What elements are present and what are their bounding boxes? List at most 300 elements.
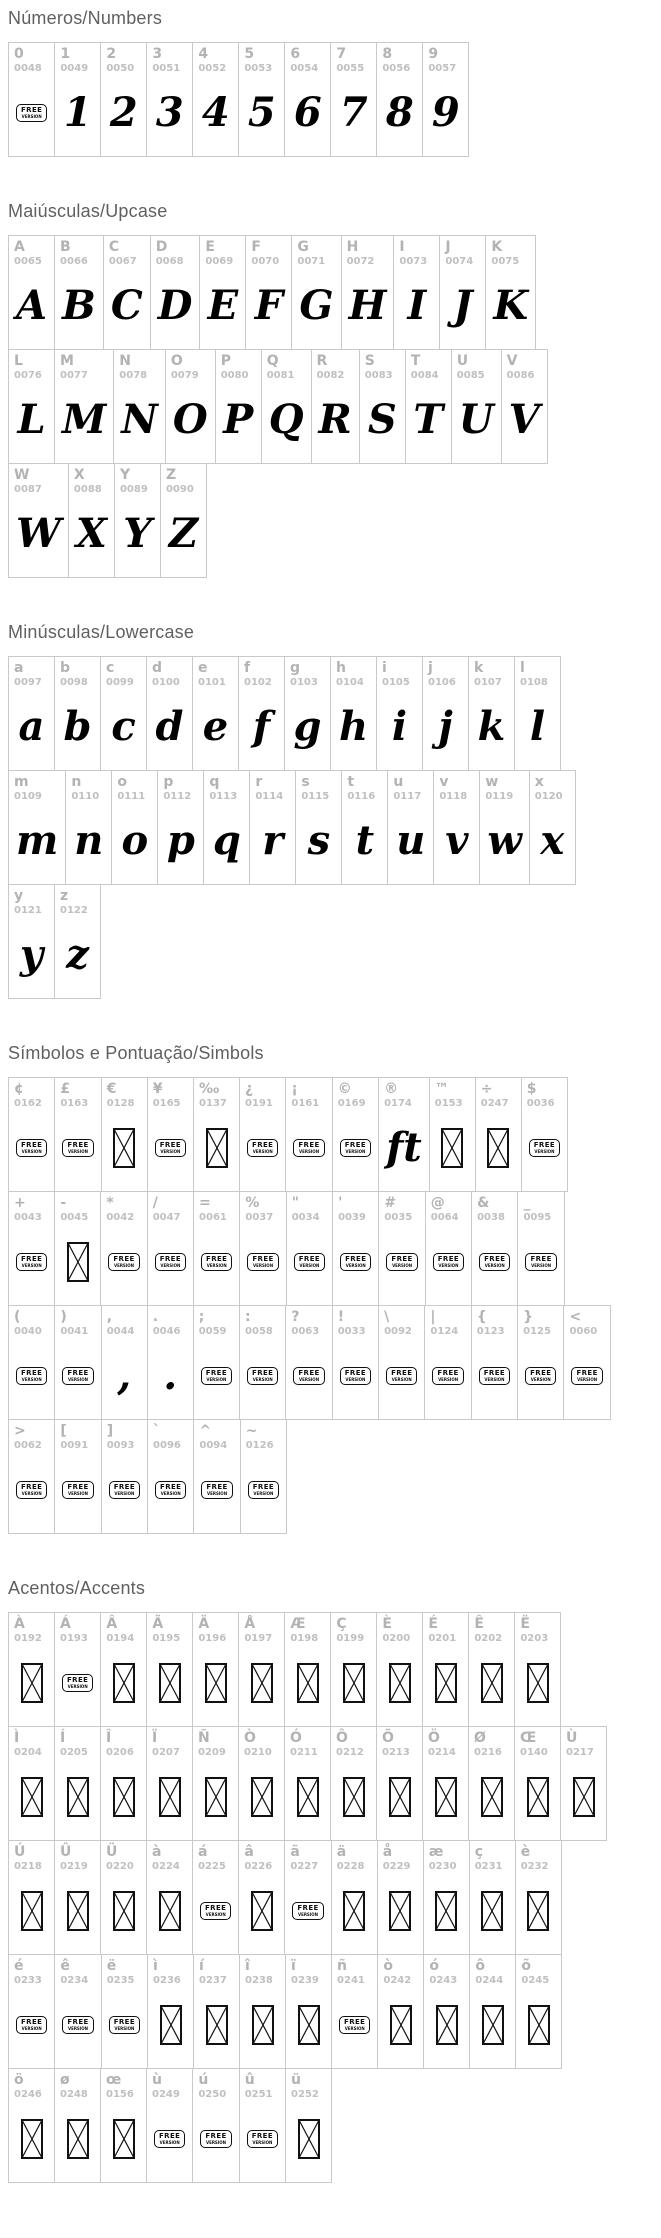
character-label: ¿ [245,1081,254,1097]
character-code: 0107 [474,677,502,689]
character-label: Ç [336,1616,347,1632]
character-label: æ [428,1844,444,1860]
character-code: 0122 [60,905,88,917]
section-title-upcase: Maiúsculas/Upcase [8,201,168,221]
glyph-cell [529,770,576,885]
glyph-cell [429,1077,476,1192]
character-label: 4 [198,46,209,62]
character-code: 0049 [60,63,89,75]
glyph-cell [192,2068,239,2183]
character-label: , [106,1309,113,1325]
glyph-cell [8,1840,55,1955]
glyph-cell [330,42,377,157]
glyph-area [338,1338,373,1414]
glyph-cell [8,1077,55,1192]
character-code: 0108 [520,677,548,689]
glyph-area [520,1645,555,1721]
free-version-badge [16,1481,47,1498]
character-code: 0248 [60,2089,88,2101]
free-version-badge [62,1139,93,1156]
glyph-cell [100,1191,147,1306]
glyph-area [198,1645,233,1721]
glyph-cell [54,1612,101,1727]
free-version-badge [155,1139,186,1156]
free-badge-text: FREE [205,2132,227,2141]
glyph-area [428,1645,463,1721]
character-code: 0234 [60,1975,89,1987]
glyph-area [474,689,509,765]
glyph-area [245,2101,280,2177]
glyph-cell [146,1726,193,1841]
version-badge-text: VERSION [21,1149,42,1155]
character-code: 0075 [491,256,520,268]
glyph-cell [8,2068,55,2183]
glyph-area [475,1873,510,1949]
glyph-area [74,496,109,572]
character-label: N [119,353,131,369]
character-code: 0058 [245,1326,273,1338]
font-glyph: 9 [431,89,460,137]
glyph-area [523,1338,558,1414]
version-badge-text: VERSION [114,2026,135,2032]
character-code: 0037 [245,1212,274,1224]
missing-glyph-box [21,1891,43,1931]
glyph-cell [54,1305,101,1420]
glyph-cell [341,770,388,885]
glyph-map-page [8,8,661,2183]
font-glyph: l [529,703,546,751]
missing-glyph-box [298,2005,320,2045]
character-label: â [244,1844,254,1860]
free-version-badge [108,1253,139,1270]
character-label: L [14,353,23,369]
glyph-area [337,1873,372,1949]
glyph-area [117,803,152,879]
character-label: É [428,1616,438,1632]
character-label: E [205,239,215,255]
glyph-cell [238,1726,285,1841]
glyph-cell [521,1077,568,1192]
free-badge-text: FREE [21,2018,43,2027]
free-badge-text: FREE [576,1369,598,1378]
free-badge-text: FREE [437,1255,460,1264]
version-badge-text: VERSION [206,1263,227,1269]
glyph-cell [424,1305,471,1420]
free-badge-text: FREE [252,1255,274,1264]
free-badge-text: FREE [344,2018,366,2027]
font-glyph: 1 [63,89,92,137]
character-code: 0102 [244,677,272,689]
character-label: Í [60,1730,66,1746]
character-code: 0099 [106,677,134,689]
glyph-area [383,1987,418,2063]
glyph-area [171,382,210,458]
free-badge-text: FREE [206,1255,228,1264]
character-label: ? [291,1309,300,1325]
version-badge-text: VERSION [21,1377,42,1383]
character-code: 0162 [14,1098,42,1110]
character-code: 0044 [106,1326,135,1338]
font-glyph: n [74,817,104,865]
missing-glyph-box [160,2005,182,2045]
glyph-area [245,1110,280,1186]
glyph-cell [376,1726,423,1841]
free-badge-text: FREE [206,1483,228,1492]
glyph-area [338,1224,373,1300]
character-code: 0052 [198,63,227,75]
character-label: q [209,774,220,790]
free-badge-text: FREE [252,1369,274,1378]
section-title-numbers: Números/Numbers [8,8,163,28]
free-badge-text: FREE [391,1255,413,1264]
font-glyph: D [157,282,193,330]
glyph-row [8,1954,562,2069]
glyph-row [8,1305,611,1420]
glyph-cell [100,2068,147,2183]
character-label: B [60,239,71,255]
version-badge-text: VERSION [21,114,42,120]
glyph-row [8,235,536,350]
font-glyph: a [18,703,45,751]
free-badge-text: FREE [21,1369,43,1378]
glyph-cell [378,1191,425,1306]
character-code: 0196 [198,1633,227,1645]
font-glyph: 4 [201,89,230,137]
free-version-badge [247,2130,278,2147]
free-version-badge [155,1253,186,1270]
missing-glyph-box [436,2005,458,2045]
character-code: 0045 [60,1212,89,1224]
glyph-cell [285,2068,332,2183]
glyph-area [297,268,335,344]
glyph-area [109,268,145,344]
glyph-cell [285,1305,332,1420]
character-code: 0054 [290,63,319,75]
character-label: € [106,1081,117,1097]
glyph-area [60,1987,95,2063]
glyph-area [527,1110,562,1186]
version-badge-text: VERSION [345,1149,366,1155]
glyph-cell [147,1419,194,1534]
character-code: 0046 [152,1326,181,1338]
character-code: 0088 [73,484,102,496]
free-badge-text: FREE [483,1369,506,1378]
free-badge-text: FREE [67,2018,89,2027]
glyph-area [383,1873,418,1949]
section-title-lowercase: Minúsculas/Lowercase [8,622,195,642]
font-glyph: Q [268,396,304,444]
character-label: ü [291,2072,301,2088]
font-glyph: i [391,703,408,751]
font-glyph: ft [386,1124,422,1172]
glyph-area [244,1645,279,1721]
section-title-symbols: Símbolos e Pontuação/Simbols [8,1043,264,1063]
missing-glyph-box [205,1663,227,1703]
character-label: ó [429,1958,439,1974]
free-version-badge [201,1367,232,1384]
glyph-cell [485,235,536,350]
character-label: Ó [290,1730,302,1746]
character-code: 0093 [106,1440,135,1452]
character-code: 0057 [428,63,457,75]
character-label: é [14,1958,24,1974]
character-label: \ [384,1309,390,1325]
glyph-area [60,1110,95,1186]
character-code: 0125 [523,1326,551,1338]
glyph-area [521,1873,556,1949]
free-version-badge [201,1481,232,1498]
glyph-area [107,1452,142,1528]
missing-glyph-box [21,1663,43,1703]
font-glyph: k [477,703,506,751]
glyph-area [14,75,49,151]
glyph-area [152,689,187,765]
character-code: 0205 [60,1747,88,1759]
character-code: 0060 [569,1326,598,1338]
glyph-cell [295,770,342,885]
font-glyph: e [202,703,229,751]
glyph-area [107,1987,142,2063]
glyph-cell [150,235,201,350]
free-version-badge [109,2016,140,2033]
character-code: 0091 [60,1440,89,1452]
section-lowercase [8,622,661,999]
character-code: 0105 [382,677,410,689]
font-glyph: F [254,282,284,330]
missing-glyph-box [343,1891,365,1931]
glyph-cell [331,1954,378,2069]
character-code: 0244 [475,1975,504,1987]
glyph-area [291,2101,326,2177]
version-badge-text: VERSION [299,1377,320,1383]
glyph-area [166,496,201,572]
character-label: ì [153,1958,158,1974]
missing-glyph-box [67,1777,89,1817]
free-badge-text: FREE [344,1141,367,1150]
character-label: Ä [198,1616,210,1632]
character-label: ¢ [14,1081,24,1097]
character-code: 0071 [297,256,326,268]
character-code: 0241 [337,1975,365,1987]
glyph-area [255,803,290,879]
character-label: c [106,660,115,676]
glyph-cell [284,1612,331,1727]
glyph-area [347,803,382,879]
character-code: 0140 [520,1747,548,1759]
glyph-row [8,1840,562,1955]
missing-glyph-box [205,1777,227,1817]
glyph-area [60,1224,95,1300]
glyph-cell [193,1077,240,1192]
version-badge-text: VERSION [68,1149,89,1155]
character-code: 0216 [474,1747,502,1759]
glyph-area [71,803,106,879]
glyph-area [393,803,428,879]
glyph-area [290,1645,325,1721]
version-badge-text: VERSION [21,1263,42,1269]
glyph-cell [332,1191,379,1306]
character-code: 0061 [199,1212,227,1224]
free-version-badge [200,2130,231,2147]
font-glyph: I [407,282,427,330]
glyph-cell [425,1191,472,1306]
character-label: < [569,1309,582,1325]
character-label: = [199,1195,211,1211]
glyph-area [291,1987,326,2063]
character-code: 0209 [198,1747,226,1759]
glyph-area [347,268,389,344]
font-glyph: . [163,1352,178,1400]
font-glyph: 6 [293,89,322,137]
glyph-cell [285,1954,332,2069]
glyph-cell [261,349,312,464]
free-badge-text: FREE [205,1904,227,1913]
character-label: | [430,1309,436,1325]
character-code: 0206 [106,1747,134,1759]
free-badge-text: FREE [391,1369,413,1378]
free-badge-text: FREE [67,1676,89,1685]
glyph-row [8,770,576,885]
glyph-area [60,1873,95,1949]
free-version-badge [247,1367,278,1384]
glyph-cell [147,1954,194,2069]
character-label: ô [475,1958,485,1974]
glyph-cell [471,1305,518,1420]
free-version-badge [293,1367,324,1384]
character-label: C [108,239,120,255]
free-badge-text: FREE [252,1141,274,1150]
glyph-area [14,1873,49,1949]
glyph-area [221,382,256,458]
character-label: Œ [520,1730,537,1746]
character-label: p [163,774,174,790]
missing-glyph-box [206,1128,228,1168]
glyph-cell [422,1726,469,1841]
character-label: $ [526,1081,537,1097]
glyph-area [14,2101,49,2177]
character-label: + [14,1195,26,1211]
character-code: 0227 [290,1861,319,1873]
glyph-cell [468,656,515,771]
character-code: 0056 [382,63,411,75]
free-version-badge [386,1253,417,1270]
character-label: ç [474,1844,483,1860]
glyph-area [569,1338,604,1414]
glyph-cell [514,1612,561,1727]
glyph-cell [65,770,112,885]
glyph-cell [54,1191,101,1306]
glyph-area [152,75,187,151]
character-label: 7 [336,46,347,62]
glyph-area [14,1338,49,1414]
character-label: Ã [152,1616,164,1632]
character-code: 0048 [14,63,42,75]
character-label: _ [523,1195,531,1211]
glyph-area [291,1110,326,1186]
glyph-area [60,1452,95,1528]
glyph-area [457,382,496,458]
character-label: l [520,660,525,676]
character-code: 0077 [60,370,88,382]
glyph-area [507,382,542,458]
font-glyph: , [117,1352,132,1400]
character-code: 0203 [520,1633,549,1645]
glyph-area [477,1224,512,1300]
character-label: w [485,774,499,790]
glyph-cell [68,463,115,578]
glyph-cell [199,235,246,350]
character-code: 0243 [429,1975,458,1987]
free-version-badge [479,1253,510,1270]
glyph-area [290,75,325,151]
version-badge-text: VERSION [530,1377,551,1383]
font-glyph: b [63,703,92,751]
character-label: J [445,239,451,255]
character-code: 0041 [60,1326,89,1338]
character-label: Ë [520,1616,530,1632]
font-glyph: K [493,282,529,330]
glyph-cell [54,884,101,999]
glyph-cell [101,1077,148,1192]
font-glyph: q [212,817,241,865]
character-code: 0174 [384,1098,412,1110]
glyph-cell [146,42,193,157]
missing-glyph-box [297,1663,319,1703]
free-version-badge [62,1481,93,1498]
free-version-badge [525,1253,556,1270]
font-glyph: r [262,817,284,865]
character-code: 0106 [428,677,456,689]
glyph-area [474,1759,509,1835]
character-code: 0085 [456,370,485,382]
glyph-cell [193,1954,240,2069]
font-glyph: J [453,282,473,330]
character-label: u [393,774,404,790]
character-code: 0074 [445,256,474,268]
glyph-cell [8,1305,55,1420]
character-label: o [117,774,127,790]
character-label: % [245,1195,260,1211]
character-label: D [155,239,168,255]
version-badge-text: VERSION [531,1263,552,1269]
character-code: 0233 [14,1975,42,1987]
font-glyph: B [62,282,96,330]
missing-glyph-box [67,2119,89,2159]
glyph-area [523,1224,558,1300]
glyph-cell [423,1840,470,1955]
character-code: 0252 [291,2089,319,2101]
free-version-badge [201,1253,232,1270]
font-glyph: G [299,282,334,330]
character-label: z [60,888,69,904]
missing-glyph-box [251,1663,273,1703]
glyph-area [199,1987,234,2063]
character-code: 0080 [220,370,249,382]
free-version-badge [340,1253,371,1270]
glyph-cell [54,1419,101,1534]
character-code: 0087 [14,484,42,496]
glyph-area [199,1224,234,1300]
free-badge-text: FREE [530,1255,552,1264]
glyph-cell [192,1612,239,1727]
missing-glyph-box [67,1242,89,1282]
glyph-cell [54,235,104,350]
character-label: Z [165,467,177,483]
character-label: A [14,239,25,255]
character-code: 0225 [198,1861,226,1873]
font-glyph: o [121,817,149,865]
character-label: Ï [152,1730,158,1746]
